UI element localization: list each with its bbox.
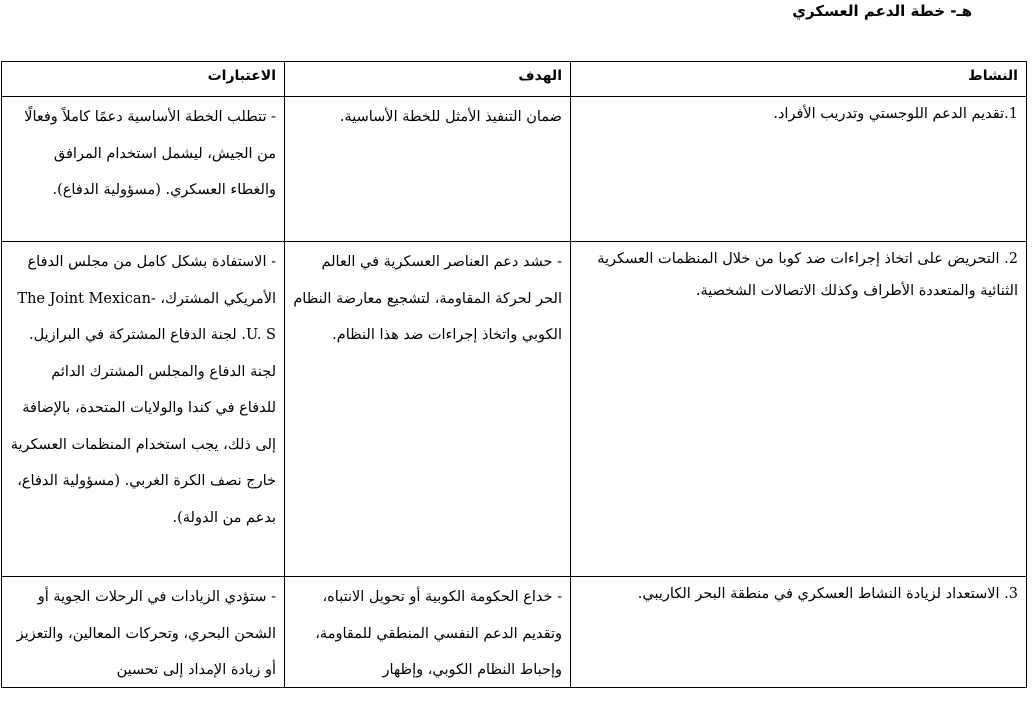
goal-cell [285, 97, 571, 242]
activity-text: 3. الاستعداد لزيادة النشاط العسكري في منطقة البحر الكاريبي. [637, 586, 1018, 602]
considerations-text: - الاستفادة بشكل كامل من مجلس الدفاع الأمريكي المشترك، The Joint Mexican-U. S. لجنة الدفاع المشتركة في البرازيل. لجنة الدفاع والمجلس المشترك الدائم للدفاع في كندا والولايات المتحدة، بالإضافة إلى ذلك، يجب استخدام المنظمات العسكرية خارج نصف الكرة الغربي. (مسؤولية الدفاع، بدعم من الدولة). [10, 254, 276, 526]
activity-cell [571, 242, 1027, 577]
table-row [2, 97, 1027, 242]
considerations-cell [2, 97, 285, 242]
activity-text: 2. التحريض على اتخاذ إجراءات ضد كوبا من خلال المنظمات العسكرية الثنائية والمتعددة الأطراف وكذلك الاتصالات الشخصية. [597, 251, 1018, 299]
goal-text: - خداع الحكومة الكوبية أو تحويل الانتباه، وتقديم الدعم النفسي المنطقي للمقاومة، وإحباط النظام الكوبي، وإظهار [315, 589, 562, 678]
goal-text: - حشد دعم العناصر العسكرية في العالم الحر لحركة المقاومة، لتشجيع معارضة النظام الكوبي واتخاذ إجراءات ضد هذا النظام. [293, 254, 562, 343]
header-activity: النشاط [571, 62, 1027, 97]
considerations-cell [2, 577, 285, 688]
goal-cell [285, 242, 571, 577]
goal-cell [285, 577, 571, 688]
table-row [2, 242, 1027, 577]
activity-cell [571, 577, 1027, 688]
table-row [2, 577, 1027, 688]
section-heading: هـ- خطة الدعم العسكري [792, 2, 972, 20]
goal-text: ضمان التنفيذ الأمثل للخطة الأساسية. [339, 109, 562, 125]
activity-text: 1.تقديم الدعم اللوجستي وتدريب الأفراد. [773, 106, 1018, 122]
considerations-text: - ستؤدي الزيادات في الرحلات الجوية أو الشحن البحري، وتحركات المعالين، والتعزيز أو زيادة الإمداد إلى تحسين [16, 589, 276, 678]
considerations-cell [2, 242, 285, 577]
military-support-plan-table [1, 61, 1027, 688]
considerations-text: - تتطلب الخطة الأساسية دعمًا كاملاً وفعالًا من الجيش، ليشمل استخدام المرافق والغطاء العسكري. (مسؤولية الدفاع). [24, 109, 276, 198]
header-considerations: الاعتبارات [2, 62, 285, 97]
header-goal: الهدف [285, 62, 571, 97]
activity-cell [571, 97, 1027, 242]
table-header-row [2, 62, 1027, 97]
